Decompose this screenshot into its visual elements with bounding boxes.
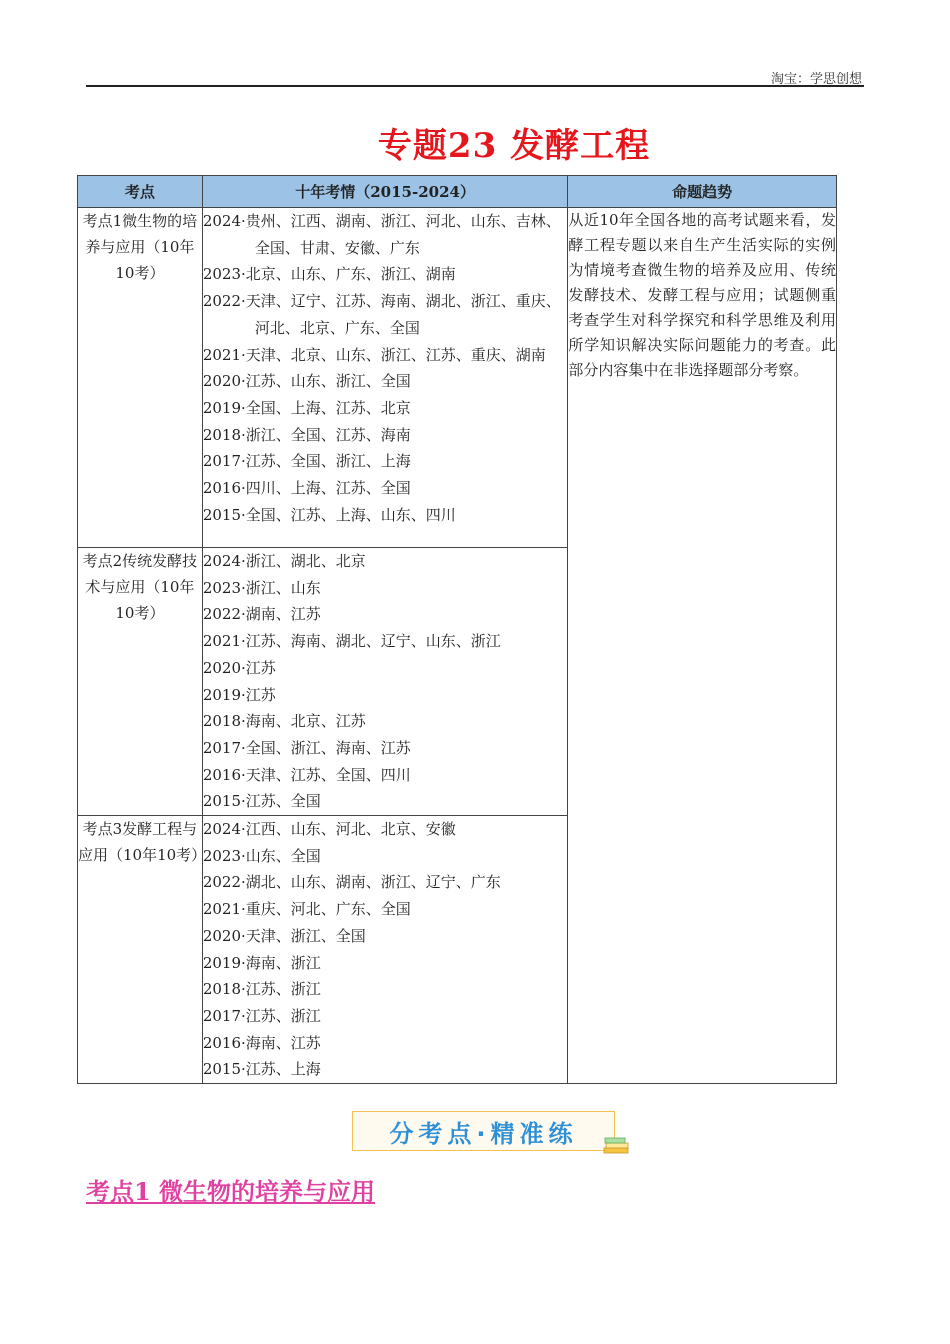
year-line: 2023·北京、山东、广东、浙江、湖南: [202, 265, 456, 284]
year-line: 2016·海南、江苏: [202, 1033, 321, 1052]
year-line: 2016·天津、江苏、全国、四川: [202, 765, 411, 784]
books-icon: [602, 1134, 632, 1158]
header-trend: 命题趋势: [568, 176, 837, 208]
year-line: 2020·江苏、山东、浙江、全国: [202, 372, 411, 391]
practice-badge: 分考点·精准练: [352, 1111, 615, 1151]
topic-label: 考点2传统发酵技术与应用（10年10考）: [78, 548, 203, 816]
year-line: 2019·海南、浙江: [202, 953, 321, 972]
year-line: 2023·山东、全国: [202, 846, 321, 865]
year-line: 2022·湖南、江苏: [202, 605, 321, 624]
page-title: 专题23 发酵工程: [377, 126, 651, 166]
trend-text: 从近10年全国各地的高考试题来看，发酵工程专题以来自生产生活实际的实例为情境考查微生物的培养及应用、传统发酵技术、发酵工程与应用；试题侧重考查学生对科学探究和科学思维及利用所学知识解决实际问题能力的考查。此部分内容集中在非选择题部分考察。: [568, 208, 837, 1084]
exam-overview-table: [77, 175, 837, 1084]
year-line: 2022·湖北、山东、湖南、浙江、辽宁、广东: [202, 873, 501, 892]
year-line: 2024·江西、山东、河北、北京、安徽: [202, 820, 456, 839]
year-line: 2021·江苏、海南、湖北、辽宁、山东、浙江: [202, 632, 501, 651]
year-line: 2021·重庆、河北、广东、全国: [202, 900, 411, 919]
topic-label: 考点3发酵工程与应用（10年10考）: [78, 816, 203, 1084]
header-ten-year: 十年考情（2015-2024）: [202, 176, 568, 208]
section-heading: 考点1 微生物的培养与应用: [86, 1177, 376, 1206]
header-topic: 考点: [78, 176, 203, 208]
table-header-row: [78, 176, 837, 208]
year-line: 2022·天津、辽宁、江苏、海南、湖北、浙江、重庆、河北、北京、广东、全国: [202, 292, 561, 337]
year-line: 2023·浙江、山东: [202, 578, 321, 597]
year-line: 2015·全国、江苏、上海、山东、四川: [202, 505, 456, 524]
header-rule: [86, 85, 864, 87]
table-row: [78, 208, 837, 548]
topic-years: [202, 816, 568, 1084]
year-line: 2017·全国、浙江、海南、江苏: [202, 738, 411, 757]
topic-label: 考点1微生物的培养与应用（10年10考）: [78, 208, 203, 548]
year-line: 2017·江苏、浙江: [202, 1006, 321, 1025]
year-line: 2016·四川、上海、江苏、全国: [202, 479, 411, 498]
header-note: 淘宝：学思创想: [770, 72, 862, 87]
topic-years: [202, 548, 568, 816]
topic-years: [202, 208, 568, 548]
year-line: 2018·江苏、浙江: [202, 980, 321, 999]
year-line: 2019·全国、上海、江苏、北京: [202, 398, 411, 417]
year-line: 2020·天津、浙江、全国: [202, 926, 366, 945]
year-line: 2018·海南、北京、江苏: [202, 712, 366, 731]
year-line: 2021·天津、北京、山东、浙江、江苏、重庆、湖南: [202, 345, 546, 364]
year-line: 2017·江苏、全国、浙江、上海: [202, 452, 411, 471]
year-line: 2020·江苏: [202, 658, 276, 677]
year-line: 2015·江苏、全国: [202, 792, 321, 811]
year-line: 2019·江苏: [202, 685, 276, 704]
year-line: 2015·江苏、上海: [202, 1060, 321, 1079]
year-line: 2018·浙江、全国、江苏、海南: [202, 425, 411, 444]
year-line: 2024·贵州、江西、湖南、浙江、河北、山东、吉林、全国、甘肃、安徽、广东: [202, 212, 561, 257]
year-line: 2024·浙江、湖北、北京: [202, 552, 366, 570]
